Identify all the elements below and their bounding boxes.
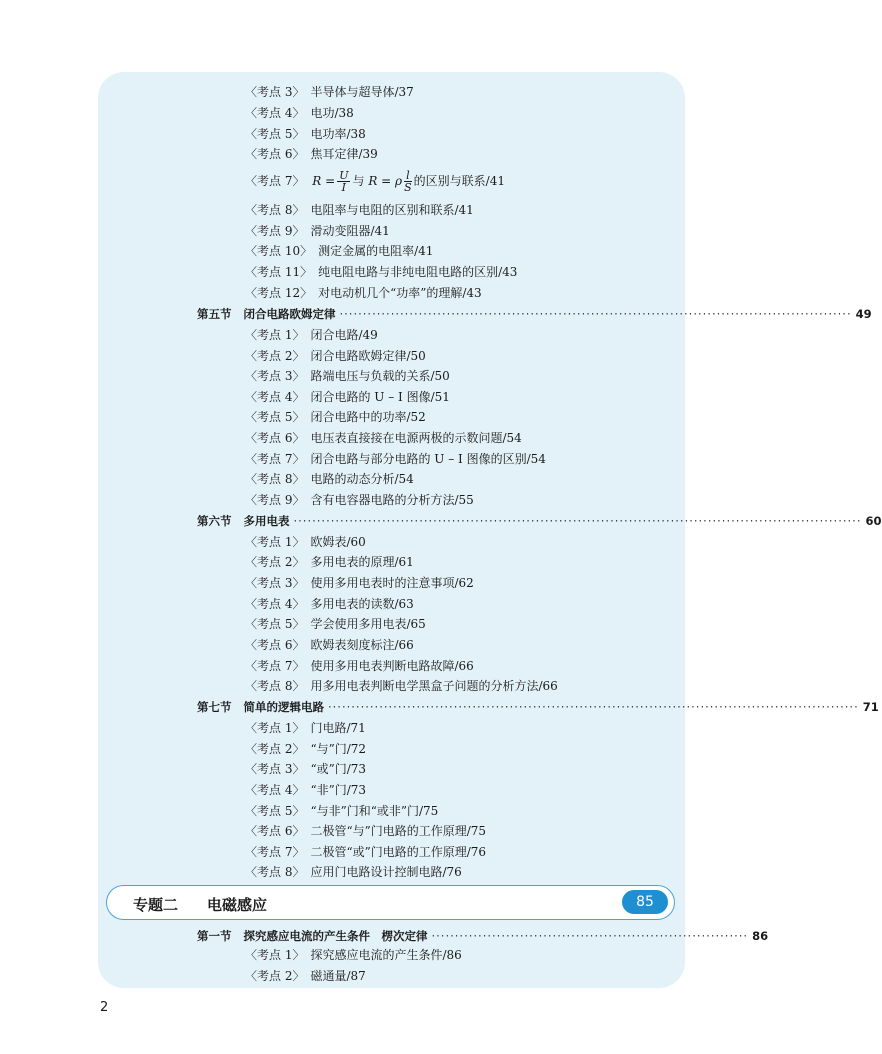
fraction-numerator: U	[339, 169, 349, 182]
entry-page: /66	[454, 659, 474, 673]
toc-entry[interactable]	[245, 84, 414, 100]
entry-page: /51	[430, 390, 450, 404]
entry-title: 路端电压与负载的关系	[310, 369, 431, 383]
toc-entry[interactable]	[245, 678, 558, 694]
toc-entry[interactable]	[245, 264, 517, 280]
fraction-u-over-i	[337, 170, 350, 193]
entry-tag: 〈考点 8〉	[245, 865, 305, 879]
entry-title: “非”门	[310, 783, 347, 797]
section-page: 60	[865, 514, 882, 528]
entry-title: 二极管“与”门电路的工作原理	[310, 824, 467, 838]
entry-title: 探究感应电流的产生条件	[310, 948, 443, 962]
entry-title: 多用电表的原理	[310, 555, 395, 569]
entry-title	[312, 168, 505, 194]
entry-title: 欧姆表刻度标注	[310, 638, 395, 652]
entry-page: /65	[406, 617, 426, 631]
entry-title: 学会使用多用电表	[310, 617, 407, 631]
section-title: 简单的逻辑电路	[243, 700, 324, 714]
leader-dots: ····································································	[431, 929, 749, 943]
entry-page: /39	[358, 147, 378, 161]
entry-page: /76	[442, 865, 462, 879]
entry-page: /60	[346, 535, 366, 549]
entry-page: /62	[454, 576, 474, 590]
entry-page: /38	[346, 127, 366, 141]
entry-tag: 〈考点 5〉	[245, 804, 305, 818]
toc-entry[interactable]	[245, 844, 486, 860]
entry-tag: 〈考点 3〉	[245, 85, 305, 99]
fraction-denominator: S	[404, 181, 412, 194]
section-label: 第五节	[197, 307, 232, 321]
entry-title: 闭合电路中的功率	[310, 410, 407, 424]
entry-page: /76	[466, 845, 487, 859]
entry-page: /43	[498, 265, 518, 279]
entry-tag: 〈考点 3〉	[245, 576, 305, 590]
toc-entry[interactable]	[245, 492, 474, 508]
entry-tag: 〈考点 2〉	[245, 349, 305, 363]
entry-title: 多用电表的读数	[310, 597, 395, 611]
fraction-numerator: l	[406, 169, 410, 182]
section-title: 闭合电路欧姆定律	[243, 307, 336, 321]
entry-page: /49	[358, 328, 378, 342]
toc-entry[interactable]	[245, 285, 482, 301]
entry-title: 测定金属的电阻率	[318, 244, 415, 258]
toc-entry[interactable]	[245, 327, 378, 343]
section-page: 49	[855, 307, 872, 321]
toc-entry[interactable]	[245, 243, 433, 259]
toc-entry[interactable]	[245, 761, 366, 777]
entry-tag: 〈考点 7〉	[245, 845, 305, 859]
entry-tag: 〈考点 6〉	[245, 824, 305, 838]
toc-entry[interactable]	[245, 575, 474, 591]
entry-title: 磁通量	[310, 969, 347, 983]
toc-entry[interactable]	[245, 451, 546, 467]
entry-title: 闭合电路的 U – I 图像	[310, 390, 431, 404]
entry-tag: 〈考点 5〉	[245, 617, 305, 631]
entry-title: 含有电容器电路的分析方法	[310, 493, 455, 507]
leader-dots: ··············································································································	[339, 307, 852, 321]
entry-page: /38	[334, 106, 354, 120]
entry-page: /50	[406, 349, 426, 363]
entry-title: 门电路	[310, 721, 347, 735]
toc-entry[interactable]	[245, 534, 366, 550]
entry-tag: 〈考点 7〉	[245, 174, 305, 188]
chapter-title: 电磁感应	[207, 896, 268, 914]
entry-title: 使用多用电表时的注意事项	[310, 576, 455, 590]
toc-section-7[interactable]	[197, 699, 879, 715]
entry-tag: 〈考点 1〉	[245, 535, 305, 549]
entry-title: “或”门	[310, 762, 347, 776]
entry-title: 纯电阻电路与非纯电阻电路的区别	[318, 265, 499, 279]
entry-tag: 〈考点 6〉	[245, 147, 305, 161]
entry-tag: 〈考点 10〉	[245, 244, 313, 258]
page-number: 2	[100, 1000, 109, 1015]
entry-title: 闭合电路与部分电路的 U – I 图像的区别	[310, 452, 527, 466]
entry-page: /61	[394, 555, 414, 569]
entry-page: /55	[454, 493, 474, 507]
entry-tag: 〈考点 5〉	[245, 127, 305, 141]
entry-title: 二极管“或”门电路的工作原理	[310, 845, 467, 859]
entry-page: /41	[370, 224, 390, 238]
toc-section-6[interactable]	[197, 513, 882, 529]
entry-page: /41	[454, 203, 474, 217]
toc-entry[interactable]	[245, 430, 522, 446]
section-label: 第七节	[197, 700, 232, 714]
entry-title: 焦耳定律	[310, 147, 359, 161]
toc-entry[interactable]	[245, 720, 366, 736]
toc-entry[interactable]	[245, 947, 462, 963]
toc-entry[interactable]	[245, 968, 366, 984]
toc-entry[interactable]	[245, 202, 474, 218]
toc-entry[interactable]	[245, 616, 426, 632]
entry-page: /75	[419, 804, 439, 818]
toc-entry[interactable]	[245, 782, 366, 798]
toc-section-1[interactable]	[197, 928, 769, 944]
entry-page: /54	[394, 472, 414, 486]
toc-entry[interactable]	[245, 554, 414, 570]
fraction-l-over-s	[404, 170, 412, 193]
entry-tag: 〈考点 1〉	[245, 948, 305, 962]
formula-tail: 的区别与联系	[413, 174, 486, 188]
entry-tag: 〈考点 9〉	[245, 224, 305, 238]
entry-page: /63	[394, 597, 414, 611]
entry-tag: 〈考点 8〉	[245, 472, 305, 486]
entry-tag: 〈考点 4〉	[245, 597, 305, 611]
entry-tag: 〈考点 8〉	[245, 203, 305, 217]
entry-page: /71	[346, 721, 366, 735]
entry-tag: 〈考点 2〉	[245, 742, 305, 756]
entry-title: 闭合电路	[310, 328, 359, 342]
entry-tag: 〈考点 3〉	[245, 369, 305, 383]
toc-entry-formula[interactable]	[245, 168, 505, 194]
leader-dots: ··················································································································	[328, 700, 859, 714]
section-title: 探究感应电流的产生条件 楞次定律	[243, 929, 428, 943]
entry-page: /52	[406, 410, 426, 424]
entry-page: /66	[538, 679, 558, 693]
entry-page: /41	[485, 174, 505, 188]
entry-page: /41	[414, 244, 434, 258]
entry-title: “与非”门和“或非”门	[310, 804, 419, 818]
entry-tag: 〈考点 11〉	[245, 265, 313, 279]
entry-page: /37	[394, 85, 414, 99]
entry-title: 电路的动态分析	[310, 472, 395, 486]
entry-page: /72	[346, 742, 367, 756]
entry-page: /50	[430, 369, 450, 383]
entry-page: /43	[462, 286, 482, 300]
toc-entry[interactable]	[245, 637, 414, 653]
entry-tag: 〈考点 4〉	[245, 783, 305, 797]
chapter-label: 专题二	[133, 896, 179, 914]
entry-tag: 〈考点 12〉	[245, 286, 313, 300]
entry-tag: 〈考点 6〉	[245, 638, 305, 652]
toc-entry[interactable]	[245, 471, 414, 487]
entry-page: /73	[346, 762, 367, 776]
toc-entry[interactable]	[245, 126, 366, 142]
entry-tag: 〈考点 8〉	[245, 679, 305, 693]
toc-entry[interactable]	[245, 864, 462, 880]
leader-dots: ··························································································································	[293, 514, 862, 528]
toc-section-5[interactable]	[197, 306, 872, 322]
entry-title: 使用多用电表判断电路故障	[310, 659, 455, 673]
entry-page: /66	[394, 638, 414, 652]
entry-title: 应用门电路设计控制电路	[310, 865, 443, 879]
toc-entry[interactable]	[245, 409, 426, 425]
entry-tag: 〈考点 4〉	[245, 106, 305, 120]
chapter-page-badge: 85	[622, 890, 668, 914]
entry-title: 电功	[310, 106, 335, 120]
toc-entry[interactable]	[245, 823, 486, 839]
entry-title: 电压表直接接在电源两极的示数问题	[310, 431, 503, 445]
formula-rho: R = ρ	[368, 174, 403, 188]
entry-title: 欧姆表	[310, 535, 347, 549]
entry-page: /54	[526, 452, 546, 466]
formula-r: R =	[312, 174, 336, 188]
chapter-banner[interactable]	[106, 885, 675, 920]
entry-tag: 〈考点 3〉	[245, 762, 305, 776]
section-label: 第六节	[197, 514, 232, 528]
section-title: 多用电表	[243, 514, 290, 528]
section-label: 第一节	[197, 929, 232, 943]
toc-entry[interactable]	[245, 596, 414, 612]
entry-tag: 〈考点 9〉	[245, 493, 305, 507]
fraction-denominator: I	[341, 181, 346, 194]
entry-title: 闭合电路欧姆定律	[310, 349, 407, 363]
toc-entry[interactable]	[245, 368, 450, 384]
entry-page: /86	[442, 948, 462, 962]
toc-entry[interactable]	[245, 741, 366, 757]
toc-entry[interactable]	[245, 105, 354, 121]
toc-entry[interactable]	[245, 658, 474, 674]
entry-tag: 〈考点 1〉	[245, 328, 305, 342]
entry-tag: 〈考点 7〉	[245, 659, 305, 673]
toc-entry[interactable]	[245, 223, 390, 239]
entry-tag: 〈考点 4〉	[245, 390, 305, 404]
entry-page: /54	[502, 431, 522, 445]
toc-entry[interactable]	[245, 389, 450, 405]
entry-page: /87	[346, 969, 366, 983]
entry-tag: 〈考点 2〉	[245, 555, 305, 569]
entry-tag: 〈考点 1〉	[245, 721, 305, 735]
formula-connector: 与	[352, 174, 365, 188]
entry-tag: 〈考点 7〉	[245, 452, 305, 466]
entry-title: 对电动机几个“功率”的理解	[318, 286, 463, 300]
toc-entry[interactable]	[245, 803, 438, 819]
entry-tag: 〈考点 2〉	[245, 969, 305, 983]
entry-title: 用多用电表判断电学黑盒子问题的分析方法	[310, 679, 539, 693]
section-page: 86	[752, 929, 769, 943]
entry-title: “与”门	[310, 742, 347, 756]
entry-tag: 〈考点 6〉	[245, 431, 305, 445]
entry-page: /75	[466, 824, 487, 838]
entry-title: 滑动变阻器	[310, 224, 371, 238]
entry-title: 电功率	[310, 127, 347, 141]
toc-entry[interactable]	[245, 146, 378, 162]
entry-page: /73	[346, 783, 367, 797]
entry-title: 半导体与超导体	[310, 85, 395, 99]
entry-tag: 〈考点 5〉	[245, 410, 305, 424]
toc-entry[interactable]	[245, 348, 426, 364]
section-page: 71	[862, 700, 879, 714]
entry-title: 电阻率与电阻的区别和联系	[310, 203, 455, 217]
